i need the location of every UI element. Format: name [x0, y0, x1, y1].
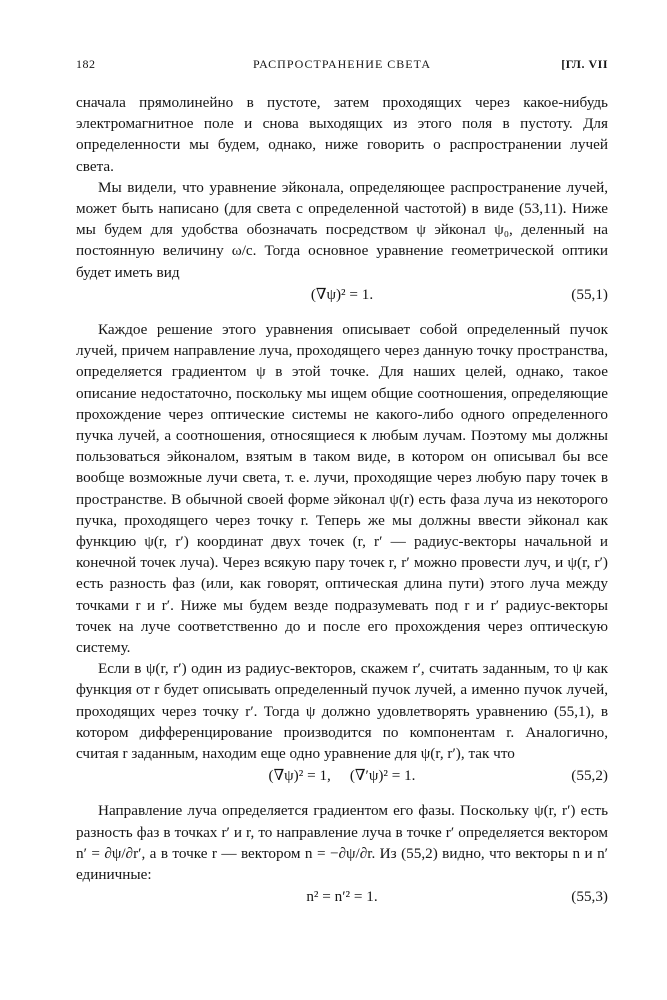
equation-expression: (∇ψ)² = 1, (∇′ψ)² = 1. — [268, 767, 416, 785]
page-body — [76, 92, 608, 913]
equation-number: (55,3) — [571, 888, 608, 906]
page-number: 182 — [76, 57, 96, 71]
paragraph-radius-vectors: Если в ψ(r, r′) один из радиус-векторов, скажем r′, считать заданным, то ψ как функция от r будет описывать определенный пучок лучей, а именно пучок лучей, проходящих через точку r′. Тогда ψ должно удовлетворять уравнению (55,1), в котором дифференцирование производится по компонентам r. Аналогично, считая r заданным, находим еще одно уравнение для ψ(r, r′), так что — [76, 660, 608, 763]
equation-expression: (∇ψ)² = 1. — [310, 285, 374, 303]
equation-55-1 — [76, 284, 608, 305]
equation-55-2 — [76, 765, 608, 786]
paragraph-direction: Направление луча определяется градиентом его фазы. Поскольку ψ(r, r′) есть разность фаз в точках r′ и r, то направление луча в точке r′ определяется вектором n′ = ∂ψ/∂r′, а в точке r — вектором n = −∂ψ/∂r. Из (55,2) видно, что векторы n и n′ единичные: — [76, 802, 608, 884]
paragraph-solutions: Каждое решение этого уравнения описывает собой определенный пучок лучей, причем направление луча, проходящего через данную точку пространства, определяется градиентом ψ в этой точке. Для наших целей, однако, такое описание недостаточно, поскольку мы ищем общие соотношения, определяющие прохождение через оптические системы не какого-либо одного определенного пучка лучей, а соотношения, относящиеся к любым лучам. Поэтому мы должны пользоваться эйконалом, взятым в таком виде, в котором он описывал бы все вообще возможные лучи света, т. е. лучи, проходящие через любую пару точек в пространстве. В обычной своей форме эйконал ψ(r) есть фаза луча из некоторого пучка, проходящего через точку r. Теперь же мы должны ввести эйконал как функцию ψ(r, r′) координат двух точек (r, r′ — радиус-векторы начальной и конечной точек луча). Через всякую пару точек r, r′ можно провести луч, и ψ(r, r′) есть разность фаз (или, как говорят, оптическая длина пути) этого луча между точками r и r′. Ниже мы будем везде подразумевать под r и r′ радиус-векторы точек на луче соответственно до и после его прохождения через оптическую систему. — [76, 321, 608, 657]
running-title: РАСПРОСТРАНЕНИЕ СВЕТА — [252, 57, 432, 71]
chapter-label: [ГЛ. VII — [561, 57, 608, 71]
equation-expression: n² = n′² = 1. — [306, 888, 378, 906]
paragraph-eikonal: Мы видели, что уравнение эйконала, определяющее распространение лучей, может быть написано (для света с определенной частотой) в виде (53,11). Ниже мы будем для удобства обозначать посредством ψ эйконал ψ₀, деленный на постоянную величину ω/c. Тогда основное уравнение геометрической оптики будет иметь вид — [76, 178, 608, 281]
equation-number: (55,2) — [571, 767, 608, 785]
equation-55-3 — [76, 886, 608, 907]
paragraph-continued: сначала прямолинейно в пустоте, затем проходящих через какое-нибудь электромагнитное поле и снова выходящих из этого поля в пустоту. Для определенности мы будем, однако, ниже говорить о распространении лучей света. — [76, 94, 608, 175]
running-header — [76, 57, 608, 79]
equation-number: (55,1) — [571, 285, 608, 303]
